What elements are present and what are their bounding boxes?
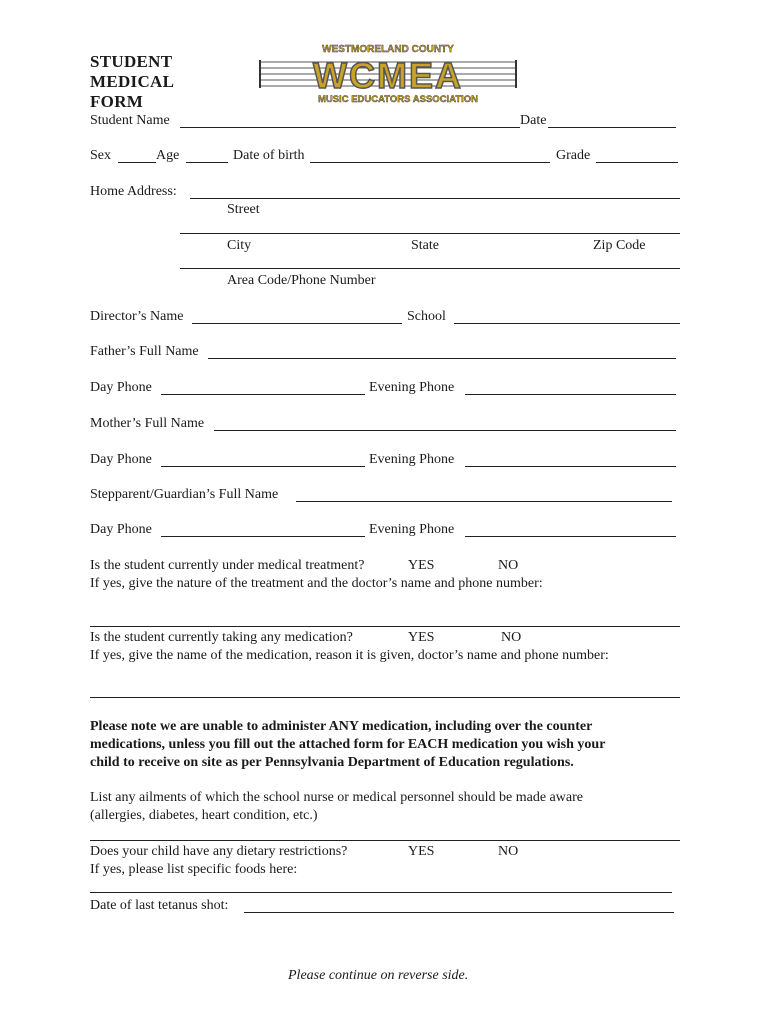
guardian-day-phone-label: Day Phone: [90, 522, 152, 537]
ailments-line-2: (allergies, diabetes, heart condition, etc.): [90, 808, 318, 823]
father-label: Father’s Full Name: [90, 344, 199, 359]
mother-day-phone-label: Day Phone: [90, 452, 152, 467]
treatment-details-field[interactable]: [90, 626, 680, 627]
student-name-label: Student Name: [90, 113, 170, 128]
father-field[interactable]: [208, 358, 676, 359]
medication-notice-line-2: medications, unless you fill out the attached form for EACH medication you wish your: [90, 737, 606, 752]
guardian-evening-phone-field[interactable]: [465, 536, 676, 537]
city-label: City: [227, 238, 252, 253]
treatment-question: Is the student currently under medical treatment?: [90, 558, 365, 573]
medication-yes-option[interactable]: YES: [408, 630, 435, 645]
father-day-phone-field[interactable]: [161, 394, 365, 395]
dietary-followup: If yes, please list specific foods here:: [90, 862, 298, 877]
dietary-yes-option[interactable]: YES: [408, 844, 435, 859]
phone-label: Area Code/Phone Number: [227, 273, 376, 288]
grade-label: Grade: [556, 148, 591, 163]
mother-label: Mother’s Full Name: [90, 416, 205, 431]
mother-evening-phone-label: Evening Phone: [369, 452, 455, 467]
form-title-line-1: STUDENT: [90, 52, 173, 71]
father-evening-phone-field[interactable]: [465, 394, 676, 395]
school-field[interactable]: [454, 323, 680, 324]
director-label: Director’s Name: [90, 309, 184, 324]
state-label: State: [411, 238, 439, 253]
guardian-day-phone-field[interactable]: [161, 536, 365, 537]
treatment-no-option[interactable]: NO: [498, 558, 519, 573]
home-address-label: Home Address:: [90, 184, 177, 199]
sex-label: Sex: [90, 148, 111, 163]
medication-question: Is the student currently taking any medication?: [90, 630, 353, 645]
tetanus-field[interactable]: [244, 912, 674, 913]
phone-field[interactable]: [180, 268, 680, 269]
dietary-question: Does your child have any dietary restrictions?: [90, 844, 348, 859]
sex-field[interactable]: [118, 162, 156, 163]
dob-label: Date of birth: [233, 148, 305, 163]
treatment-followup: If yes, give the nature of the treatment and the doctor’s name and phone number:: [90, 576, 543, 591]
father-day-phone-label: Day Phone: [90, 380, 152, 395]
logo-bottom-text: MUSIC EDUCATORS ASSOCIATION: [317, 94, 479, 105]
date-label: Date: [520, 113, 547, 128]
logo-top-text: WESTMORELAND COUNTY: [322, 44, 454, 55]
dob-field[interactable]: [310, 162, 550, 163]
treatment-yes-option[interactable]: YES: [408, 558, 435, 573]
student-name-field[interactable]: [180, 127, 520, 128]
form-title-line-2: MEDICAL: [90, 72, 175, 91]
guardian-field[interactable]: [296, 501, 672, 502]
mother-evening-phone-field[interactable]: [465, 466, 676, 467]
street-label: Street: [227, 202, 260, 217]
ailments-line-1: List any ailments of which the school nurse or medical personnel should be made aware: [90, 790, 583, 805]
medication-followup: If yes, give the name of the medication, reason it is given, doctor’s name and phone number:: [90, 648, 609, 663]
director-field[interactable]: [192, 323, 402, 324]
tetanus-label: Date of last tetanus shot:: [90, 898, 229, 913]
footer-note: Please continue on reverse side.: [288, 968, 469, 983]
logo-main-text: WCMEA: [313, 55, 463, 96]
mother-field[interactable]: [214, 430, 676, 431]
grade-field[interactable]: [596, 162, 678, 163]
school-label: School: [407, 309, 446, 324]
mother-day-phone-field[interactable]: [161, 466, 365, 467]
dietary-no-option[interactable]: NO: [498, 844, 519, 859]
wcmea-logo: [258, 40, 520, 106]
dietary-foods-field[interactable]: [90, 892, 672, 893]
father-evening-phone-label: Evening Phone: [369, 380, 455, 395]
zip-label: Zip Code: [593, 238, 646, 253]
age-label: Age: [156, 148, 180, 163]
medication-notice-line-1: Please note we are unable to administer ANY medication, including over the counter: [90, 719, 593, 734]
medication-notice-line-3: child to receive on site as per Pennsylvania Department of Education regulations.: [90, 755, 574, 770]
form-title-line-3: FORM: [90, 92, 144, 111]
guardian-evening-phone-label: Evening Phone: [369, 522, 455, 537]
ailments-field[interactable]: [90, 840, 680, 841]
date-field[interactable]: [548, 127, 676, 128]
medication-details-field[interactable]: [90, 697, 680, 698]
medication-no-option[interactable]: NO: [501, 630, 522, 645]
city-state-zip-field[interactable]: [180, 233, 680, 234]
street-field[interactable]: [190, 198, 680, 199]
age-field[interactable]: [186, 162, 228, 163]
guardian-label: Stepparent/Guardian’s Full Name: [90, 487, 279, 502]
